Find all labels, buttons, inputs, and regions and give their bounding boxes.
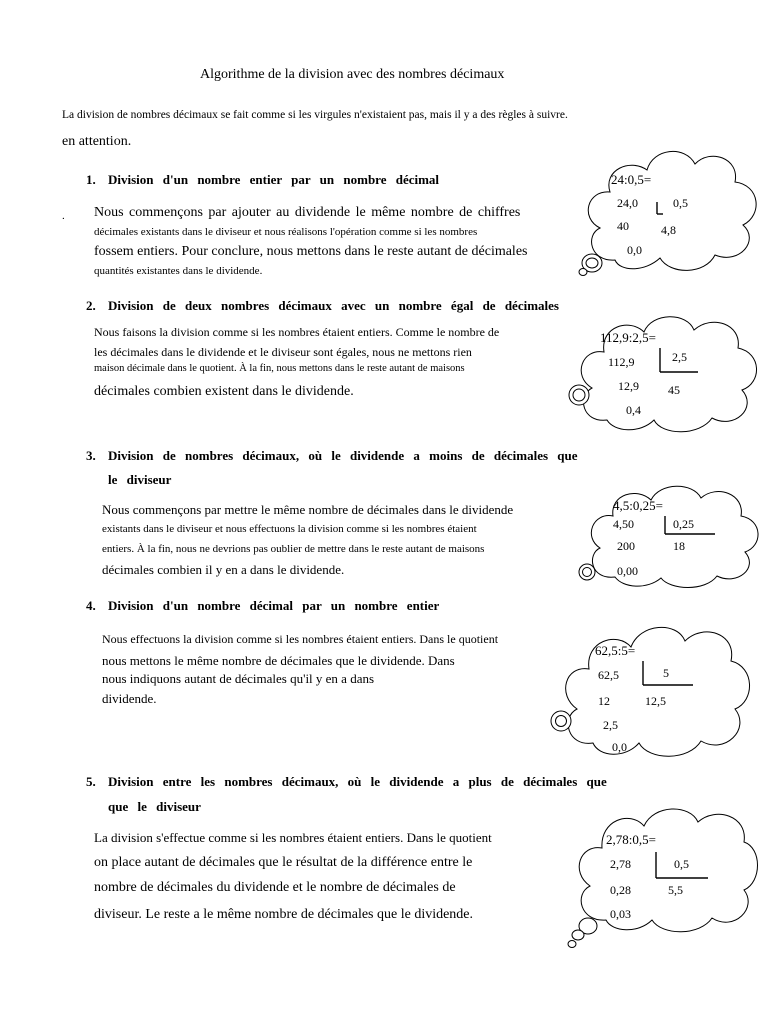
ex3-dividend: 4,50 (613, 517, 634, 531)
intro-line-1: La division de nombres décimaux se fait comme si les virgules n'existaient pas, mais il y a des règles à suivre. (62, 109, 568, 121)
section-4-number: 4. (86, 598, 96, 613)
section-1-line-3: fossem entiers. Pour conclure, nous mettons dans le reste autant de décimales (94, 244, 528, 259)
page-title: Algorithme de la division avec des nombres décimaux (200, 67, 505, 82)
cloud-example-3 (575, 482, 765, 592)
section-5-line-1: La division s'effectue comme si les nombres étaient entiers. Dans le quotient (94, 830, 492, 845)
ex5-dividend: 2,78 (610, 857, 631, 871)
ex4-partial: 12 (598, 694, 610, 708)
section-5-number: 5. (86, 774, 96, 789)
section-3-number: 3. (86, 448, 96, 463)
section-1-heading: Division d'un nombre entier par un nombre décimal (108, 172, 440, 187)
ex2-quotient: 45 (668, 383, 680, 397)
section-5-heading-cont: que le diviseur (108, 799, 201, 814)
section-3-line-2: existants dans le diviseur et nous effectuons la division comme si les nombres étaient (102, 523, 477, 535)
ex4-remainder: 0,0 (612, 740, 627, 754)
ex4-divisor: 5 (663, 666, 669, 680)
section-5-line-4: diviseur. Le reste a le même nombre de décimales que le dividende. (94, 907, 474, 922)
ex2-divisor: 2,5 (672, 350, 687, 364)
section-3-line-3: entiers. À la fin, nous ne devrions pas oublier de mettre dans le reste autant de maisons (102, 543, 485, 555)
section-5-line-2: on place autant de décimales que le résultat de la différence entre le (94, 855, 473, 870)
ex2-remainder: 0,4 (626, 403, 641, 417)
section-2-number: 2. (86, 298, 96, 313)
ex4-partial-2: 2,5 (603, 718, 618, 732)
section-3-line-4: décimales combien il y en a dans le dividende. (102, 562, 345, 577)
ex1-divisor: 0,5 (673, 196, 688, 210)
section-4-line-1: Nous effectuons la division comme si les nombres étaient entiers. Dans le quotient (102, 632, 499, 646)
ex2-partial: 12,9 (618, 379, 639, 393)
section-5-line-3: nombre de décimales du dividende et le nombre de décimales de (94, 880, 456, 895)
intro-line-2: en attention. (62, 134, 132, 149)
section-3-line-1: Nous commençons par mettre le même nombre de décimales dans le dividende (102, 502, 514, 517)
section-2-line-4: décimales combien existent dans le dividende. (94, 384, 354, 399)
ex3-remainder: 0,00 (617, 564, 638, 578)
ex1-quotient: 4,8 (661, 223, 676, 237)
section-4-line-3: nous indiquons autant de décimales qu'il y en a dans (102, 671, 375, 686)
section-1-number: 1. (86, 172, 96, 187)
section-2-line-1: Nous faisons la division comme si les nombres étaient entiers. Comme le nombre de (94, 325, 500, 339)
ex2-dividend: 112,9 (608, 355, 635, 369)
section-1-line-4: quantités existantes dans le dividende. (94, 265, 263, 277)
ex4-quotient: 12,5 (645, 694, 666, 708)
ex1-dividend: 24,0 (617, 196, 638, 210)
section-4-line-4: dividende. (102, 691, 157, 706)
ex3-partial: 200 (617, 539, 635, 553)
cloud-example-1 (575, 140, 765, 285)
ex5-divisor: 0,5 (674, 857, 689, 871)
stray-dot: . (62, 210, 65, 222)
ex2-operation: 112,9:2,5= (600, 330, 656, 345)
section-3-heading-cont: le diviseur (108, 472, 172, 487)
section-5-heading: Division entre les nombres décimaux, où le dividende a plus de décimales que (108, 774, 607, 789)
ex3-quotient: 18 (673, 539, 685, 553)
section-2-line-3: maison décimale dans le quotient. À la fin, nous mettons dans le reste autant de maisons (94, 363, 465, 374)
ex5-partial: 0,28 (610, 883, 631, 897)
cloud-example-5 (562, 802, 762, 957)
cloud-example-4 (545, 615, 760, 763)
ex1-remainder: 0,0 (627, 243, 642, 257)
ex3-operation: 4,5:0,25= (613, 498, 663, 513)
ex3-divisor: 0,25 (673, 517, 694, 531)
ex5-quotient: 5,5 (668, 883, 683, 897)
section-2-heading: Division de deux nombres décimaux avec un nombre égal de décimales (108, 298, 559, 313)
ex4-operation: 62,5:5= (595, 643, 636, 658)
section-4-line-2: nous mettons le même nombre de décimales que le dividende. Dans (102, 653, 455, 668)
cloud-example-2 (562, 308, 765, 438)
ex4-dividend: 62,5 (598, 668, 619, 682)
ex5-remainder: 0,03 (610, 907, 631, 921)
section-3-heading: Division de nombres décimaux, où le dividende a moins de décimales que (108, 448, 578, 463)
section-1-line-2: décimales existants dans le diviseur et nous réalisons l'opération comme si les nombres (94, 226, 478, 238)
section-4-heading: Division d'un nombre décimal par un nombre entier (108, 598, 440, 613)
section-2-line-2: les décimales dans le dividende et le diviseur sont égales, nous ne mettons rien (94, 345, 472, 359)
ex1-partial: 40 (617, 219, 629, 233)
ex1-operation: 24:0,5= (611, 172, 652, 187)
ex5-operation: 2,78:0,5= (606, 832, 656, 847)
section-1-line-1: Nous commençons par ajouter au dividende le même nombre de chiffres (94, 205, 521, 220)
